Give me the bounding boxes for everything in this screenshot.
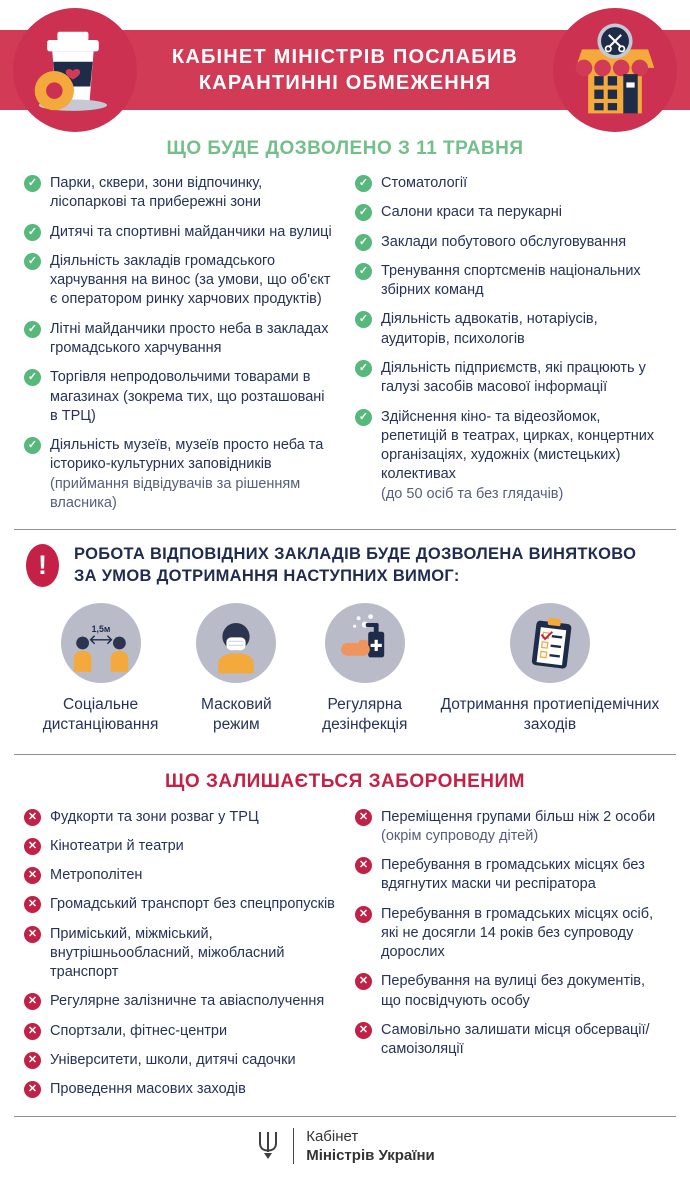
footer-org-name (306, 1127, 435, 1166)
tryzub-icon (255, 1130, 281, 1162)
list-item (24, 252, 335, 310)
requirement-label: Соціальне дистанціювання (42, 696, 159, 734)
requirement-label: Дотримання протиепідемічних заходів (440, 696, 660, 734)
notice-text (74, 544, 636, 587)
check-icon: ✓ (355, 360, 372, 377)
notice-line1: РОБОТА ВІДПОВІДНИХ ЗАКЛАДІВ БУДЕ ДОЗВОЛЕНА ВИНЯТКОВО (74, 545, 637, 564)
list-item (355, 262, 666, 301)
requirement-disinfection (296, 603, 434, 735)
item-text: Регулярне залізничне та авіасполучення (50, 993, 325, 1010)
requirement-mask (177, 603, 296, 735)
item-text: Стоматології (381, 175, 468, 191)
list-item (355, 972, 666, 1011)
list-item (24, 1080, 335, 1099)
item-text: Діяльність закладів громадського харчування на винос (за умови, що об'єкт є оператором ринку харчових продуктів) (50, 252, 331, 308)
item-text: Діяльність музеїв, музеїв просто неба та історико-культурних заповідників (приймання відвідувачів за рішенням власника) (50, 436, 335, 513)
cross-icon: ✕ (355, 906, 372, 923)
coffee-cup-donut-graphic (13, 8, 137, 132)
check-icon: ✓ (24, 224, 41, 241)
checklist-icon (510, 603, 590, 683)
distance-label: 1,5м (91, 624, 110, 635)
list-item (24, 436, 335, 513)
check-icon: ✓ (355, 263, 372, 280)
list-item (24, 1022, 335, 1041)
list-item (24, 866, 335, 885)
item-text: Проведення масових заходів (50, 1081, 246, 1098)
list-item (24, 808, 335, 827)
list-item (24, 223, 335, 242)
item-text: Здійснення кіно- та відеозйомок, репетицій в театрах, цирках, концертних організаціях, художніх (мистецьких) колективах (до 50 осіб та без глядачів) (381, 408, 666, 504)
cross-icon: ✕ (24, 926, 41, 943)
item-text: Діяльність адвокатів, нотаріусів, аудиторів, психологів (381, 311, 598, 347)
cross-icon: ✕ (24, 896, 41, 913)
cross-icon: ✕ (24, 1081, 41, 1098)
check-icon: ✓ (355, 175, 372, 192)
check-icon: ✓ (355, 311, 372, 328)
cross-icon: ✕ (24, 867, 41, 884)
cross-icon: ✕ (355, 857, 372, 874)
item-text: Діяльність підприємств, які працюють у галузі засобів масової інформації (381, 359, 646, 396)
item-text: Приміський, міжміський, внутрішньообласний, міжобласний транспорт (50, 925, 285, 981)
check-icon: ✓ (24, 369, 41, 386)
cross-icon: ✕ (355, 1022, 372, 1039)
barbershop-scissors-icon (553, 8, 677, 132)
requirement-antiepidemic (434, 603, 666, 735)
cross-icon: ✕ (24, 993, 41, 1010)
item-note: (окрім супроводу дітей) (381, 827, 539, 844)
check-icon: ✓ (24, 253, 41, 270)
item-text: Дитячі та спортивні майданчики на вулиці (50, 223, 332, 240)
cross-icon: ✕ (24, 1023, 41, 1040)
list-item (24, 895, 335, 914)
allowed-right-column (355, 174, 666, 513)
list-item (355, 359, 666, 398)
forbidden-left-column (24, 808, 335, 1100)
notice-banner (0, 530, 690, 595)
item-text: Метрополітен (50, 867, 143, 884)
list-item (355, 1021, 666, 1060)
list-item (355, 905, 666, 963)
item-text: Кінотеатри й театри (50, 837, 184, 854)
list-item (24, 925, 335, 983)
item-text: Переміщення групами більш ніж 2 особи (окрім супроводу дітей) (381, 808, 655, 847)
cross-icon: ✕ (24, 838, 41, 855)
list-item (355, 310, 666, 349)
list-item (355, 174, 666, 193)
section-divider (14, 754, 676, 755)
list-item (24, 992, 335, 1011)
item-text: Громадський транспорт без спецпропусків (50, 896, 335, 913)
cross-icon: ✕ (355, 809, 372, 826)
item-text: Самовільно залишати місця обсервації/самоізоляції (381, 1022, 650, 1058)
item-text: Парки, сквери, зони відпочинку, лісопаркові та прибережні зони (50, 175, 263, 211)
allowed-left-column (24, 174, 335, 513)
header (0, 0, 690, 136)
check-icon: ✓ (355, 234, 372, 251)
banner-title-line2: КАРАНТИННІ ОБМЕЖЕННЯ (198, 71, 492, 94)
cross-icon: ✕ (24, 1052, 41, 1069)
list-item (355, 856, 666, 895)
allowed-section-title: ЩО БУДЕ ДОЗВОЛЕНО З 11 ТРАВНЯ (166, 138, 524, 159)
forbidden-right-column (355, 808, 666, 1100)
item-text: Торгівля непродовольчими товарами в магазинах (зокрема тих, що розташовані в ТРЦ) (50, 369, 325, 424)
requirement-label: Регулярна дезінфекція (322, 696, 408, 734)
item-text: Тренування спортсменів національних збірних команд (381, 262, 641, 299)
item-text: Салони краси та перукарні (381, 204, 563, 221)
list-item (24, 837, 335, 856)
barbershop-graphic (553, 8, 677, 132)
footer-separator (293, 1128, 294, 1164)
list-item (355, 408, 666, 504)
item-note: (до 50 осіб та без глядачів) (381, 485, 564, 502)
check-icon: ✓ (24, 175, 41, 192)
notice-line2: ЗА УМОВ ДОТРИМАННЯ НАСТУПНИХ ВИМОГ: (74, 566, 460, 585)
list-item (355, 808, 666, 847)
forbidden-section-title: ЩО ЗАЛИШАЄТЬСЯ ЗАБОРОНЕНИМ (165, 770, 525, 792)
footer (0, 1117, 690, 1180)
check-icon: ✓ (355, 409, 372, 426)
list-item (24, 174, 335, 213)
item-text: Перебування в громадських місцях осіб, які не досягли 14 років без супроводу дорослих (381, 905, 654, 961)
list-item (355, 233, 666, 252)
social-distancing-icon (61, 603, 141, 683)
requirement-social-distancing (24, 603, 177, 735)
item-text: Перебування в громадських місцях без вдягнутих маски чи респіратора (381, 857, 645, 893)
list-item (24, 1051, 335, 1070)
footer-org-line2: Міністрів України (306, 1147, 435, 1165)
item-text: Заклади побутового обслуговування (381, 233, 627, 250)
item-text: Фудкорти та зони розваг у ТРЦ (50, 808, 259, 825)
requirement-label: Масковий режим (201, 696, 272, 734)
check-icon: ✓ (355, 204, 372, 221)
coffee-cup-donut-icon (13, 8, 137, 132)
check-icon: ✓ (24, 321, 41, 338)
exclamation-icon: ! (26, 544, 59, 587)
allowed-list (0, 174, 690, 513)
cross-icon: ✕ (355, 973, 372, 990)
check-icon: ✓ (24, 437, 41, 454)
list-item (24, 320, 335, 359)
item-text: Перебування на вулиці без документів, що посвідчують особу (381, 973, 646, 1009)
footer-org-line1: Кабінет (306, 1127, 359, 1145)
forbidden-list (0, 808, 690, 1100)
item-text: Спортзали, фітнес-центри (50, 1022, 228, 1039)
requirements-row (0, 595, 690, 749)
hand-sanitizer-icon (325, 603, 405, 683)
face-mask-icon (196, 603, 276, 683)
banner-title-line1: КАБІНЕТ МІНІСТРІВ ПОСЛАБИВ (171, 45, 519, 68)
cross-icon: ✕ (24, 809, 41, 826)
list-item (24, 368, 335, 426)
item-text: Літні майданчики просто неба в закладах громадського харчування (50, 320, 329, 356)
item-text: Університети, школи, дитячі садочки (50, 1052, 296, 1069)
list-item (355, 203, 666, 222)
item-note: (приймання відвідувачів за рішенням власника) (50, 475, 301, 511)
